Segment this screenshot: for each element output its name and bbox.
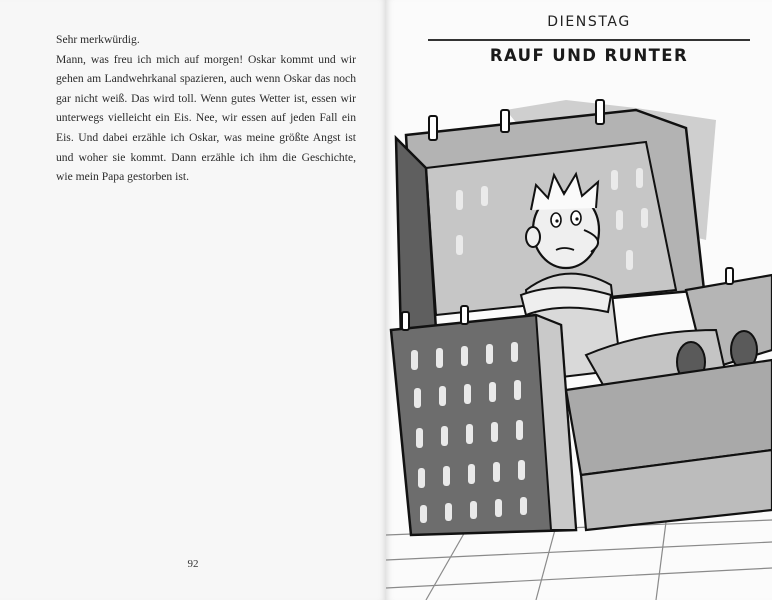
- heading-rule: [428, 39, 750, 41]
- chapter-title: RAUF UND RUNTER: [489, 46, 689, 65]
- chapter-illustration: [386, 90, 772, 600]
- body-text: [56, 30, 356, 187]
- day-heading: DIENSTAG: [547, 14, 631, 30]
- paragraph-2: Mann, was freu ich mich auf morgen! Oskar kommt und wir gehen am Landwehrkanal spazieren, auch wenn Oskar das noch gar nicht weiß. Das wird toll. Wenn gutes Wetter ist, essen wir unterwegs vielleicht ein Eis. Nee, wir essen auf jeden Fall ein Eis. Und dabei erzähle ich Oskar, was meine größte Angst ist und woher sie kommt. Dann erzähle ich ihm die Geschichte, wie mein Papa gestorben ist.: [56, 52, 356, 184]
- paragraph-1: Sehr merkwürdig.: [56, 33, 140, 46]
- page-number: 92: [187, 558, 199, 570]
